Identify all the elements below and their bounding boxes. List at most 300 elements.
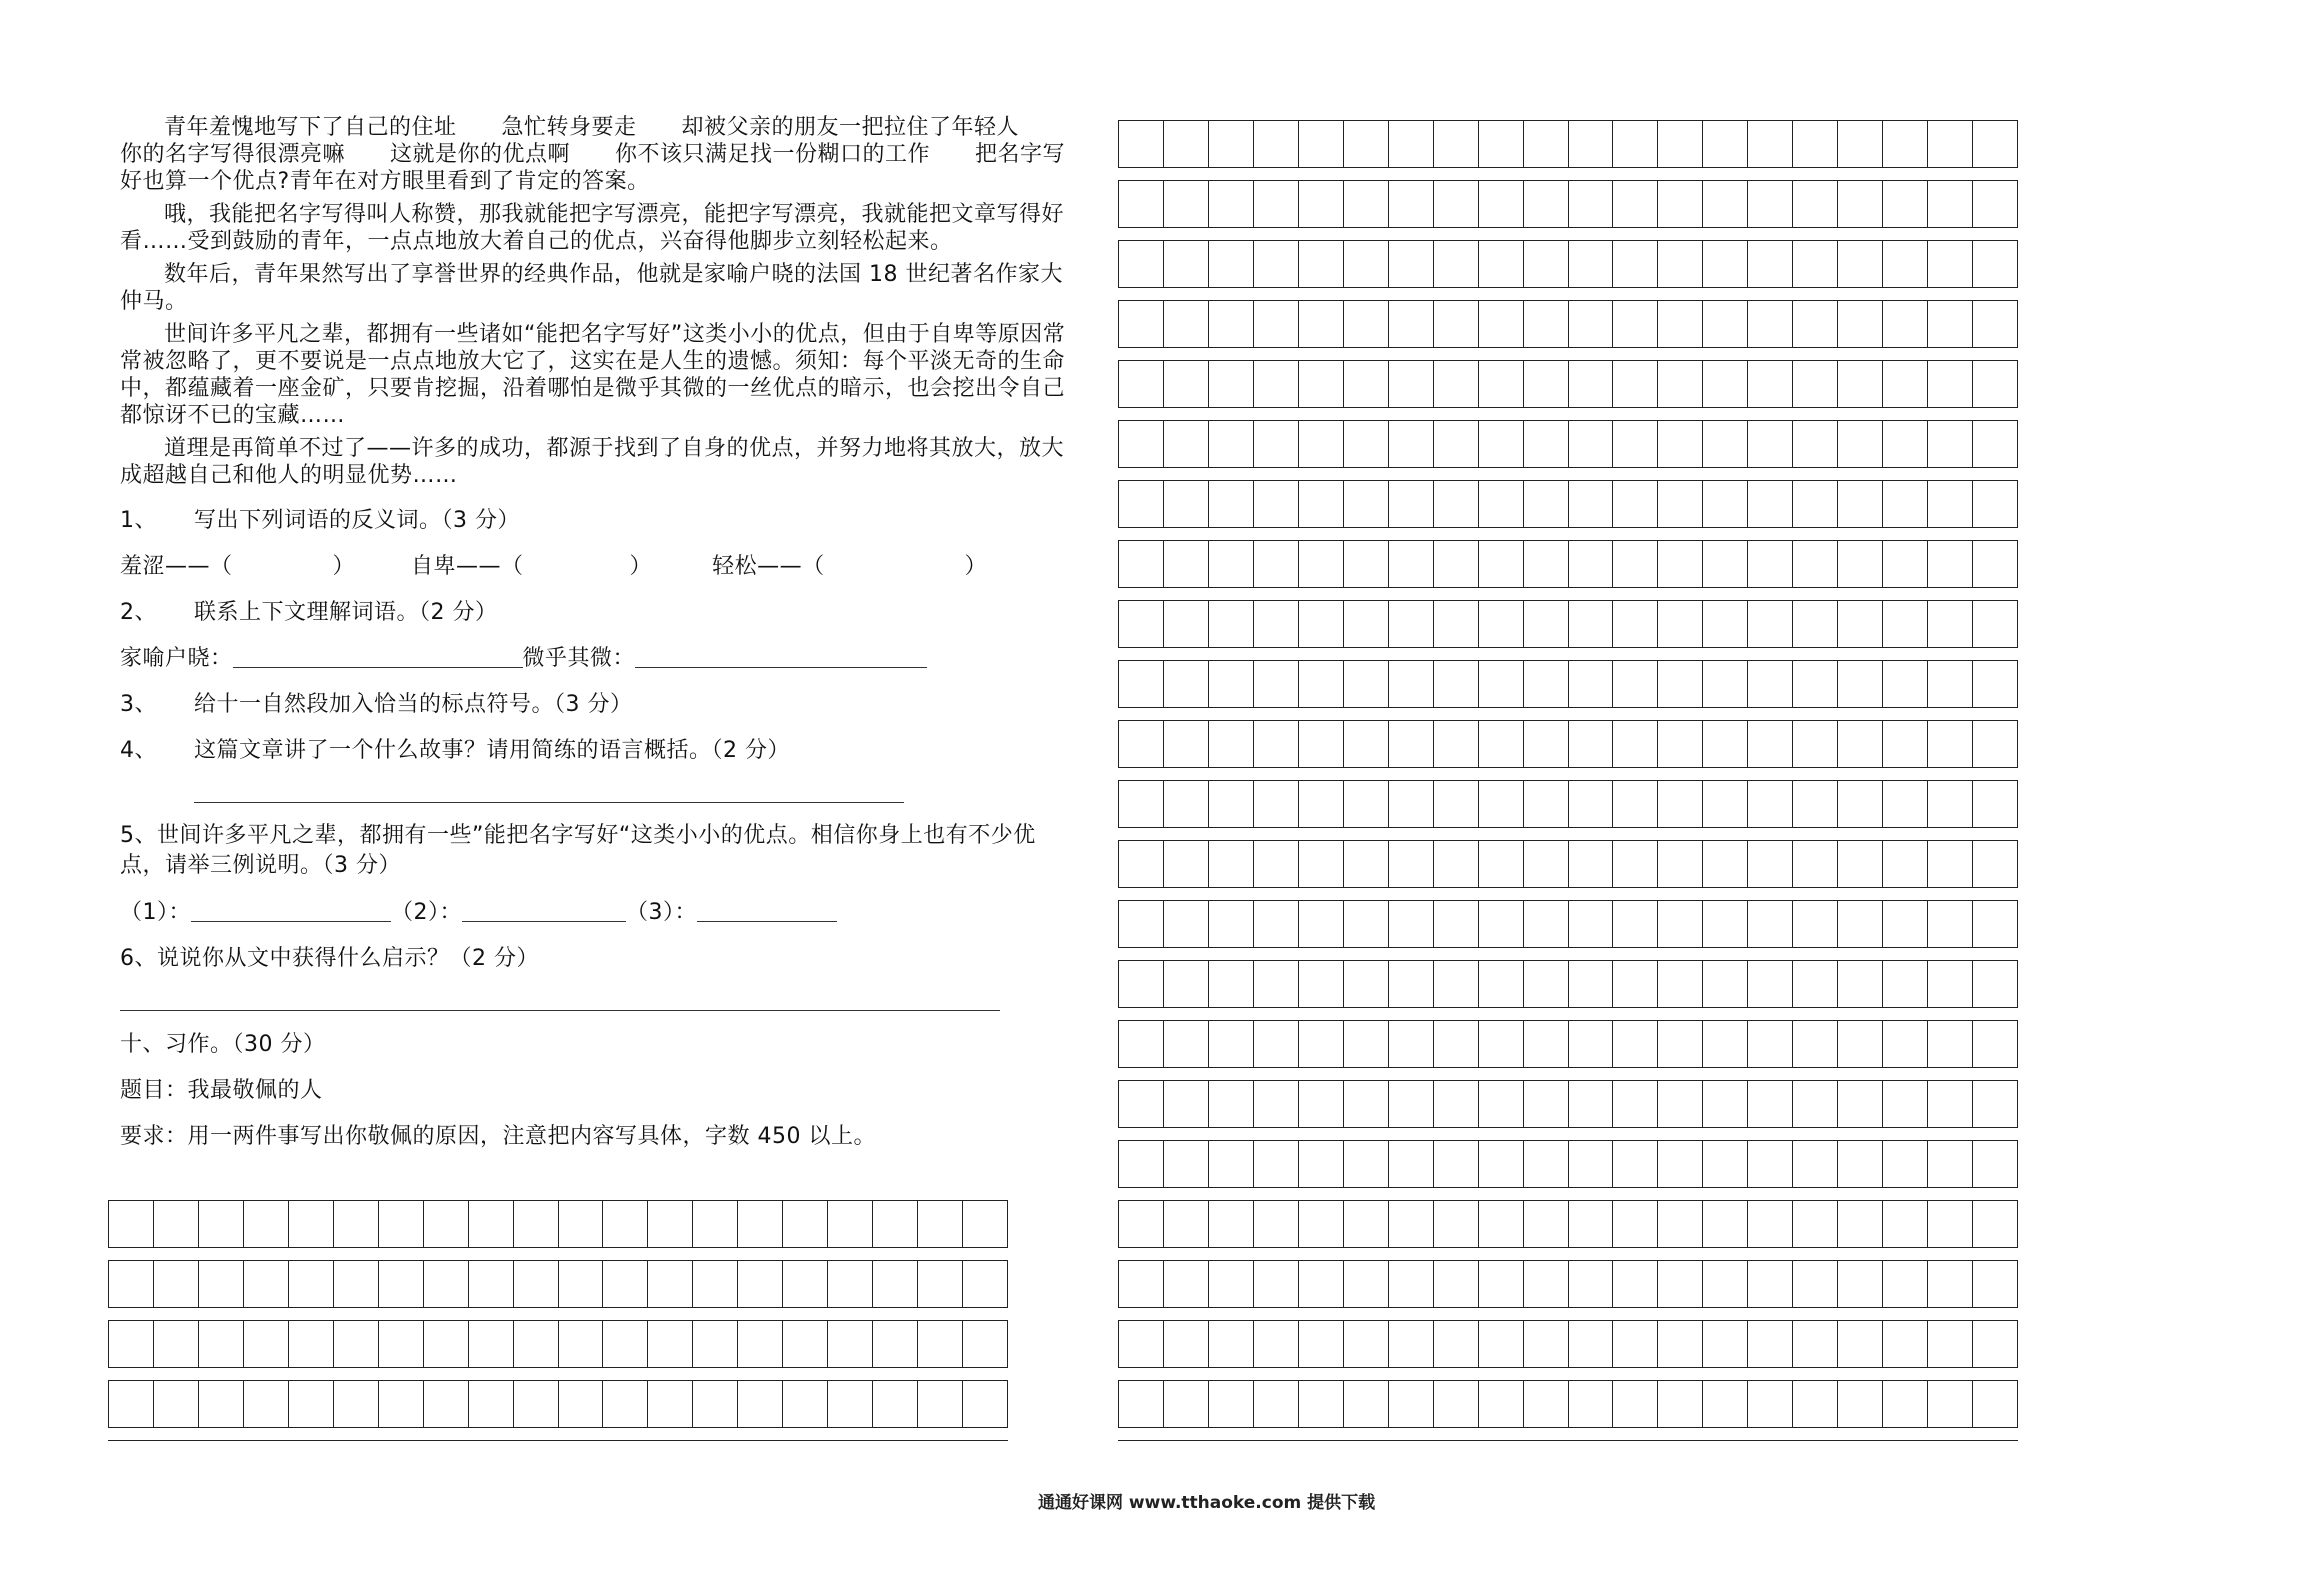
- grid-cell[interactable]: [1838, 1141, 1883, 1187]
- grid-cell[interactable]: [1928, 1381, 1973, 1427]
- grid-cell[interactable]: [1613, 1321, 1658, 1367]
- grid-cell[interactable]: [1883, 841, 1928, 887]
- writing-grid-left[interactable]: [108, 1200, 1008, 1441]
- grid-cell[interactable]: [469, 1381, 514, 1427]
- grid-cell[interactable]: [1838, 901, 1883, 947]
- grid-cell[interactable]: [1793, 541, 1838, 587]
- grid-cell[interactable]: [1389, 841, 1434, 887]
- grid-cell[interactable]: [1434, 1081, 1479, 1127]
- grid-cell[interactable]: [1299, 601, 1344, 647]
- grid-cell[interactable]: [693, 1261, 738, 1307]
- grid-cell[interactable]: [1613, 481, 1658, 527]
- grid-cell[interactable]: [1389, 421, 1434, 467]
- grid-cell[interactable]: [1973, 1261, 2017, 1307]
- grid-cell[interactable]: [1658, 541, 1703, 587]
- grid-cell[interactable]: [244, 1381, 289, 1427]
- grid-cell[interactable]: [738, 1381, 783, 1427]
- grid-cell[interactable]: [1973, 301, 2017, 347]
- grid-cell[interactable]: [1479, 121, 1524, 167]
- grid-cell[interactable]: [1344, 1021, 1389, 1067]
- grid-cell[interactable]: [1973, 721, 2017, 767]
- grid-cell[interactable]: [1928, 1321, 1973, 1367]
- grid-cell[interactable]: [1389, 781, 1434, 827]
- grid-cell[interactable]: [1479, 841, 1524, 887]
- grid-cell[interactable]: [1703, 661, 1748, 707]
- grid-cell[interactable]: [1883, 1261, 1928, 1307]
- grid-cell[interactable]: [1254, 181, 1299, 227]
- grid-cell[interactable]: [1883, 421, 1928, 467]
- grid-cell[interactable]: [1479, 1021, 1524, 1067]
- grid-cell[interactable]: [1479, 961, 1524, 1007]
- grid-cell[interactable]: [1209, 481, 1254, 527]
- grid-cell[interactable]: [1928, 601, 1973, 647]
- grid-cell[interactable]: [1793, 1321, 1838, 1367]
- grid-cell[interactable]: [1344, 1381, 1389, 1427]
- grid-cell[interactable]: [1209, 1381, 1254, 1427]
- grid-cell[interactable]: [1344, 1321, 1389, 1367]
- grid-cell[interactable]: [1883, 241, 1928, 287]
- grid-cell[interactable]: [1658, 781, 1703, 827]
- grid-cell[interactable]: [1209, 241, 1254, 287]
- grid-cell[interactable]: [1164, 241, 1209, 287]
- grid-cell[interactable]: [1838, 421, 1883, 467]
- grid-cell[interactable]: [1524, 361, 1569, 407]
- grid-cell[interactable]: [828, 1261, 873, 1307]
- grid-cell[interactable]: [1344, 781, 1389, 827]
- grid-cell[interactable]: [1613, 601, 1658, 647]
- grid-cell[interactable]: [1928, 961, 1973, 1007]
- grid-cell[interactable]: [1434, 841, 1479, 887]
- grid-cell[interactable]: [1209, 721, 1254, 767]
- grid-cell[interactable]: [1344, 361, 1389, 407]
- grid-cell[interactable]: [1613, 1021, 1658, 1067]
- grid-cell[interactable]: [1658, 1381, 1703, 1427]
- grid-cell[interactable]: [1838, 1201, 1883, 1247]
- grid-cell[interactable]: [1389, 1201, 1434, 1247]
- grid-cell[interactable]: [379, 1201, 424, 1247]
- grid-cell[interactable]: [1434, 481, 1479, 527]
- grid-cell[interactable]: [1479, 1321, 1524, 1367]
- grid-cell[interactable]: [1613, 181, 1658, 227]
- grid-cell[interactable]: [1569, 1081, 1614, 1127]
- grid-cell[interactable]: [1344, 421, 1389, 467]
- grid-cell[interactable]: [1658, 1201, 1703, 1247]
- grid-cell[interactable]: [1703, 1261, 1748, 1307]
- grid-cell[interactable]: [963, 1201, 1007, 1247]
- grid-cell[interactable]: [1389, 121, 1434, 167]
- grid-cell[interactable]: [1838, 661, 1883, 707]
- grid-cell[interactable]: [379, 1261, 424, 1307]
- grid-cell[interactable]: [1524, 1201, 1569, 1247]
- grid-cell[interactable]: [1793, 601, 1838, 647]
- grid-cell[interactable]: [1793, 301, 1838, 347]
- grid-cell[interactable]: [1748, 121, 1793, 167]
- grid-cell[interactable]: [1838, 601, 1883, 647]
- grid-cell[interactable]: [1164, 1261, 1209, 1307]
- grid-cell[interactable]: [1389, 661, 1434, 707]
- grid-cell[interactable]: [1569, 421, 1614, 467]
- grid-cell[interactable]: [1299, 361, 1344, 407]
- grid-cell[interactable]: [1119, 781, 1164, 827]
- grid-cell[interactable]: [1524, 1141, 1569, 1187]
- grid-cell[interactable]: [1928, 541, 1973, 587]
- grid-cell[interactable]: [1119, 901, 1164, 947]
- grid-cell[interactable]: [1119, 421, 1164, 467]
- grid-cell[interactable]: [1658, 421, 1703, 467]
- grid-cell[interactable]: [1748, 781, 1793, 827]
- grid-cell[interactable]: [1434, 961, 1479, 1007]
- grid-cell[interactable]: [1838, 121, 1883, 167]
- grid-cell[interactable]: [1254, 1021, 1299, 1067]
- grid-cell[interactable]: [1928, 361, 1973, 407]
- grid-cell[interactable]: [1928, 781, 1973, 827]
- grid-cell[interactable]: [1838, 1381, 1883, 1427]
- grid-cell[interactable]: [1838, 1081, 1883, 1127]
- grid-cell[interactable]: [424, 1321, 469, 1367]
- grid-cell[interactable]: [1883, 181, 1928, 227]
- grid-cell[interactable]: [1119, 601, 1164, 647]
- grid-cell[interactable]: [1479, 661, 1524, 707]
- grid-cell[interactable]: [1209, 361, 1254, 407]
- grid-cell[interactable]: [154, 1261, 199, 1307]
- grid-cell[interactable]: [199, 1381, 244, 1427]
- grid-cell[interactable]: [1838, 241, 1883, 287]
- grid-cell[interactable]: [1928, 661, 1973, 707]
- grid-cell[interactable]: [1838, 361, 1883, 407]
- grid-cell[interactable]: [379, 1381, 424, 1427]
- grid-cell[interactable]: [469, 1201, 514, 1247]
- grid-cell[interactable]: [1299, 1321, 1344, 1367]
- grid-cell[interactable]: [1209, 421, 1254, 467]
- grid-cell[interactable]: [1434, 1321, 1479, 1367]
- grid-cell[interactable]: [1434, 661, 1479, 707]
- grid-cell[interactable]: [1344, 121, 1389, 167]
- grid-cell[interactable]: [1613, 961, 1658, 1007]
- grid-cell[interactable]: [1344, 301, 1389, 347]
- grid-cell[interactable]: [109, 1201, 154, 1247]
- grid-cell[interactable]: [1703, 841, 1748, 887]
- grid-cell[interactable]: [514, 1321, 559, 1367]
- grid-cell[interactable]: [199, 1261, 244, 1307]
- grid-cell[interactable]: [1299, 961, 1344, 1007]
- grid-cell[interactable]: [1209, 601, 1254, 647]
- grid-cell[interactable]: [1928, 241, 1973, 287]
- grid-cell[interactable]: [1434, 901, 1479, 947]
- grid-cell[interactable]: [1793, 721, 1838, 767]
- grid-cell[interactable]: [1119, 1141, 1164, 1187]
- grid-cell[interactable]: [1928, 1021, 1973, 1067]
- grid-cell[interactable]: [1389, 541, 1434, 587]
- grid-cell[interactable]: [1524, 601, 1569, 647]
- grid-cell[interactable]: [1299, 541, 1344, 587]
- grid-cell[interactable]: [1613, 661, 1658, 707]
- grid-cell[interactable]: [1928, 1081, 1973, 1127]
- grid-cell[interactable]: [1299, 661, 1344, 707]
- grid-cell[interactable]: [1748, 181, 1793, 227]
- grid-cell[interactable]: [559, 1321, 604, 1367]
- grid-cell[interactable]: [1973, 661, 2017, 707]
- grid-cell[interactable]: [1119, 241, 1164, 287]
- grid-cell[interactable]: [1389, 301, 1434, 347]
- grid-cell[interactable]: [1524, 901, 1569, 947]
- grid-cell[interactable]: [1973, 1021, 2017, 1067]
- grid-cell[interactable]: [1748, 1381, 1793, 1427]
- grid-cell[interactable]: [1164, 1021, 1209, 1067]
- grid-cell[interactable]: [1524, 1081, 1569, 1127]
- grid-cell[interactable]: [1434, 1141, 1479, 1187]
- grid-cell[interactable]: [1838, 541, 1883, 587]
- grid-cell[interactable]: [1613, 841, 1658, 887]
- grid-cell[interactable]: [1254, 421, 1299, 467]
- grid-cell[interactable]: [289, 1201, 334, 1247]
- grid-cell[interactable]: [1748, 421, 1793, 467]
- grid-cell[interactable]: [1254, 661, 1299, 707]
- grid-cell[interactable]: [1434, 601, 1479, 647]
- grid-cell[interactable]: [1793, 361, 1838, 407]
- grid-cell[interactable]: [1883, 121, 1928, 167]
- grid-cell[interactable]: [1479, 1381, 1524, 1427]
- grid-cell[interactable]: [1883, 961, 1928, 1007]
- grid-cell[interactable]: [1838, 481, 1883, 527]
- grid-cell[interactable]: [1119, 361, 1164, 407]
- grid-cell[interactable]: [1209, 1261, 1254, 1307]
- grid-cell[interactable]: [1793, 1081, 1838, 1127]
- grid-cell[interactable]: [1209, 901, 1254, 947]
- grid-cell[interactable]: [1838, 1321, 1883, 1367]
- grid-cell[interactable]: [1479, 1201, 1524, 1247]
- grid-cell[interactable]: [1658, 481, 1703, 527]
- grid-cell[interactable]: [738, 1261, 783, 1307]
- grid-cell[interactable]: [1793, 841, 1838, 887]
- grid-cell[interactable]: [1658, 1021, 1703, 1067]
- grid-cell[interactable]: [1658, 601, 1703, 647]
- grid-cell[interactable]: [1254, 241, 1299, 287]
- grid-cell[interactable]: [1973, 901, 2017, 947]
- grid-cell[interactable]: [1164, 841, 1209, 887]
- grid-cell[interactable]: [1748, 1081, 1793, 1127]
- grid-cell[interactable]: [828, 1201, 873, 1247]
- grid-cell[interactable]: [693, 1381, 738, 1427]
- grid-cell[interactable]: [1254, 781, 1299, 827]
- grid-cell[interactable]: [1658, 901, 1703, 947]
- grid-cell[interactable]: [1883, 1381, 1928, 1427]
- grid-cell[interactable]: [1973, 1381, 2017, 1427]
- grid-cell[interactable]: [1344, 841, 1389, 887]
- grid-cell[interactable]: [1299, 1141, 1344, 1187]
- grid-cell[interactable]: [873, 1381, 918, 1427]
- grid-cell[interactable]: [1883, 1201, 1928, 1247]
- example-3-blank[interactable]: [697, 899, 837, 922]
- grid-cell[interactable]: [1793, 1201, 1838, 1247]
- grid-cell[interactable]: [1434, 301, 1479, 347]
- grid-cell[interactable]: [1703, 1081, 1748, 1127]
- grid-cell[interactable]: [1613, 421, 1658, 467]
- grid-cell[interactable]: [1299, 301, 1344, 347]
- grid-cell[interactable]: [334, 1201, 379, 1247]
- grid-cell[interactable]: [1883, 301, 1928, 347]
- grid-cell[interactable]: [1119, 1081, 1164, 1127]
- grid-cell[interactable]: [648, 1261, 693, 1307]
- grid-cell[interactable]: [1883, 661, 1928, 707]
- grid-cell[interactable]: [1613, 361, 1658, 407]
- grid-cell[interactable]: [1164, 1081, 1209, 1127]
- grid-cell[interactable]: [603, 1381, 648, 1427]
- grid-cell[interactable]: [1434, 1261, 1479, 1307]
- grid-cell[interactable]: [1569, 901, 1614, 947]
- grid-cell[interactable]: [1613, 1261, 1658, 1307]
- grid-cell[interactable]: [1928, 721, 1973, 767]
- grid-cell[interactable]: [1883, 721, 1928, 767]
- grid-cell[interactable]: [1928, 901, 1973, 947]
- grid-cell[interactable]: [1928, 181, 1973, 227]
- grid-cell[interactable]: [289, 1321, 334, 1367]
- grid-cell[interactable]: [1524, 1261, 1569, 1307]
- grid-cell[interactable]: [1569, 961, 1614, 1007]
- grid-cell[interactable]: [1299, 721, 1344, 767]
- grid-cell[interactable]: [1883, 781, 1928, 827]
- grid-cell[interactable]: [1119, 121, 1164, 167]
- grid-cell[interactable]: [1389, 481, 1434, 527]
- grid-cell[interactable]: [1209, 961, 1254, 1007]
- grid-cell[interactable]: [1209, 301, 1254, 347]
- grid-cell[interactable]: [1658, 661, 1703, 707]
- grid-cell[interactable]: [873, 1261, 918, 1307]
- grid-cell[interactable]: [1838, 301, 1883, 347]
- grid-cell[interactable]: [1119, 1201, 1164, 1247]
- grid-cell[interactable]: [1748, 301, 1793, 347]
- grid-cell[interactable]: [1793, 1381, 1838, 1427]
- grid-cell[interactable]: [1389, 961, 1434, 1007]
- grid-cell[interactable]: [1883, 481, 1928, 527]
- grid-cell[interactable]: [1973, 1141, 2017, 1187]
- grid-cell[interactable]: [1658, 721, 1703, 767]
- grid-cell[interactable]: [1613, 1381, 1658, 1427]
- grid-cell[interactable]: [1569, 541, 1614, 587]
- grid-cell[interactable]: [1254, 481, 1299, 527]
- grid-cell[interactable]: [199, 1321, 244, 1367]
- grid-cell[interactable]: [1703, 121, 1748, 167]
- grid-cell[interactable]: [1254, 301, 1299, 347]
- grid-cell[interactable]: [918, 1321, 963, 1367]
- grid-cell[interactable]: [1254, 361, 1299, 407]
- grid-cell[interactable]: [1928, 1141, 1973, 1187]
- grid-cell[interactable]: [1569, 481, 1614, 527]
- grid-cell[interactable]: [1973, 361, 2017, 407]
- grid-cell[interactable]: [648, 1201, 693, 1247]
- grid-cell[interactable]: [918, 1261, 963, 1307]
- example-1-blank[interactable]: [191, 899, 391, 922]
- grid-cell[interactable]: [1479, 1081, 1524, 1127]
- grid-cell[interactable]: [1748, 1021, 1793, 1067]
- grid-cell[interactable]: [1164, 541, 1209, 587]
- grid-cell[interactable]: [1569, 661, 1614, 707]
- grid-cell[interactable]: [334, 1381, 379, 1427]
- grid-cell[interactable]: [1703, 1321, 1748, 1367]
- grid-cell[interactable]: [1434, 1021, 1479, 1067]
- grid-cell[interactable]: [1613, 721, 1658, 767]
- grid-cell[interactable]: [1344, 481, 1389, 527]
- grid-cell[interactable]: [1524, 481, 1569, 527]
- grid-cell[interactable]: [154, 1381, 199, 1427]
- grid-cell[interactable]: [109, 1261, 154, 1307]
- grid-cell[interactable]: [1838, 721, 1883, 767]
- grid-cell[interactable]: [1434, 241, 1479, 287]
- grid-cell[interactable]: [1658, 961, 1703, 1007]
- example-2-blank[interactable]: [462, 899, 626, 922]
- grid-cell[interactable]: [1344, 1081, 1389, 1127]
- grid-cell[interactable]: [1703, 1021, 1748, 1067]
- grid-cell[interactable]: [1254, 841, 1299, 887]
- grid-cell[interactable]: [1703, 541, 1748, 587]
- grid-cell[interactable]: [1119, 1381, 1164, 1427]
- grid-cell[interactable]: [1119, 541, 1164, 587]
- grid-cell[interactable]: [1479, 1141, 1524, 1187]
- grid-cell[interactable]: [1164, 301, 1209, 347]
- grid-cell[interactable]: [1524, 1321, 1569, 1367]
- grid-cell[interactable]: [1254, 961, 1299, 1007]
- grid-cell[interactable]: [1479, 1261, 1524, 1307]
- grid-cell[interactable]: [1524, 781, 1569, 827]
- grid-cell[interactable]: [424, 1261, 469, 1307]
- grid-cell[interactable]: [1569, 1321, 1614, 1367]
- grid-cell[interactable]: [1254, 1321, 1299, 1367]
- grid-cell[interactable]: [559, 1261, 604, 1307]
- grid-cell[interactable]: [1344, 901, 1389, 947]
- grid-cell[interactable]: [873, 1321, 918, 1367]
- grid-cell[interactable]: [918, 1201, 963, 1247]
- grid-cell[interactable]: [1703, 421, 1748, 467]
- grid-cell[interactable]: [1793, 1021, 1838, 1067]
- grid-cell[interactable]: [1793, 481, 1838, 527]
- grid-cell[interactable]: [1748, 961, 1793, 1007]
- grid-cell[interactable]: [244, 1261, 289, 1307]
- grid-cell[interactable]: [1389, 1321, 1434, 1367]
- grid-cell[interactable]: [1299, 181, 1344, 227]
- grid-cell[interactable]: [1793, 241, 1838, 287]
- grid-cell[interactable]: [1299, 1381, 1344, 1427]
- grid-cell[interactable]: [1389, 1381, 1434, 1427]
- grid-cell[interactable]: [1344, 661, 1389, 707]
- grid-cell[interactable]: [1209, 121, 1254, 167]
- grid-cell[interactable]: [514, 1261, 559, 1307]
- grid-cell[interactable]: [1973, 841, 2017, 887]
- grid-cell[interactable]: [1569, 1201, 1614, 1247]
- grid-cell[interactable]: [1748, 541, 1793, 587]
- grid-cell[interactable]: [1569, 121, 1614, 167]
- grid-cell[interactable]: [1748, 721, 1793, 767]
- grid-cell[interactable]: [963, 1321, 1007, 1367]
- grid-cell[interactable]: [1299, 481, 1344, 527]
- grid-cell[interactable]: [1434, 541, 1479, 587]
- grid-cell[interactable]: [1838, 781, 1883, 827]
- grid-cell[interactable]: [1703, 781, 1748, 827]
- grid-cell[interactable]: [1524, 541, 1569, 587]
- grid-cell[interactable]: [1928, 481, 1973, 527]
- grid-cell[interactable]: [1883, 361, 1928, 407]
- grid-cell[interactable]: [1119, 301, 1164, 347]
- grid-cell[interactable]: [289, 1381, 334, 1427]
- grid-cell[interactable]: [1299, 1261, 1344, 1307]
- grid-cell[interactable]: [1389, 1141, 1434, 1187]
- grid-cell[interactable]: [1389, 181, 1434, 227]
- grid-cell[interactable]: [424, 1381, 469, 1427]
- grid-cell[interactable]: [1928, 301, 1973, 347]
- grid-cell[interactable]: [1613, 301, 1658, 347]
- grid-cell[interactable]: [1119, 181, 1164, 227]
- grid-cell[interactable]: [1838, 961, 1883, 1007]
- grid-cell[interactable]: [1164, 1141, 1209, 1187]
- grid-cell[interactable]: [1254, 1381, 1299, 1427]
